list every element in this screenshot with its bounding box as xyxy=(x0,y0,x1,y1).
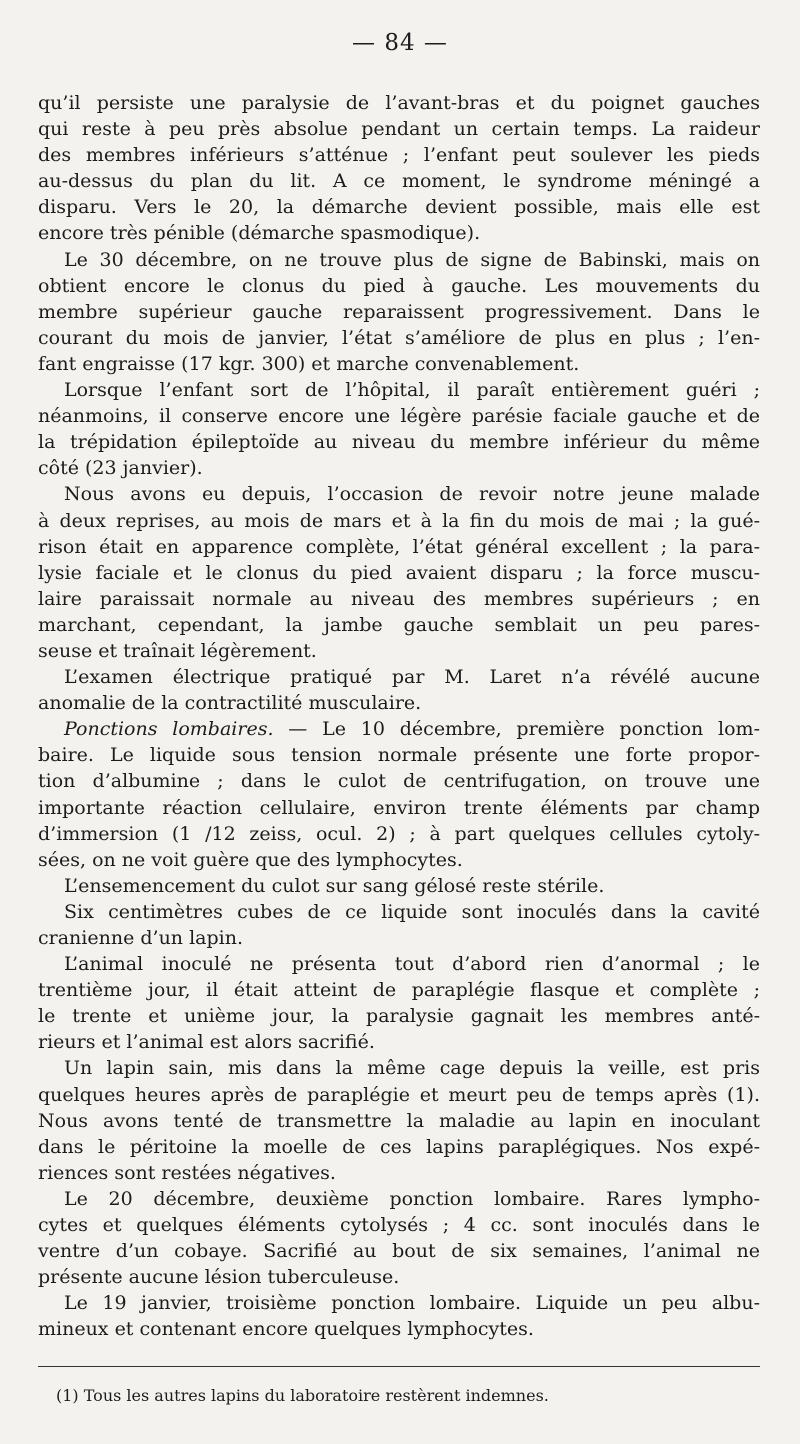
text-line: Un lapin sain, mis dans la même cage depuis la veille, est pris xyxy=(64,1057,760,1080)
text-span: — Le 10 décembre, première ponction lom- xyxy=(273,718,760,741)
text-line: lysie faciale et le clonus du pied avaient disparu ; la force muscu- xyxy=(38,561,760,584)
text-line: obtient encore le clonus du pied à gauche. Les mouvements du xyxy=(38,274,760,297)
text-line: à deux reprises, au mois de mars et à la fin du mois de mai ; la gué- xyxy=(38,509,760,532)
text-line: laire paraissait normale au niveau des membres supérieurs ; en xyxy=(38,587,760,610)
text-line: courant du mois de janvier, l’état s’améliore de plus en plus ; l’en- xyxy=(38,326,760,349)
text-line: mineux et contenant encore quelques lymphocytes. xyxy=(38,1318,534,1341)
text-line: cranienne d’un lapin. xyxy=(38,927,244,949)
text-line: tion d’albumine ; dans le culot de centrifugation, on trouve une xyxy=(38,770,760,793)
text-line: Nous avons eu depuis, l’occasion de revoir notre jeune malade xyxy=(64,483,760,506)
text-line: fant engraisse (17 kgr. 300) et marche convenablement. xyxy=(38,352,580,375)
text-line: L’examen électrique pratiqué par M. Laret n’a révélé aucune xyxy=(64,666,760,689)
text-line: sées, on ne voit guère que des lymphocytes. xyxy=(38,848,463,871)
text-line: membre supérieur gauche reparaissent progressivement. Dans le xyxy=(38,300,760,323)
page-number: — 84 — xyxy=(352,30,448,56)
text-line: rison était en apparence complète, l’état général excellent ; la para- xyxy=(38,535,760,558)
text-line: L’ensemencement du culot sur sang gélosé reste stérile. xyxy=(64,874,605,897)
text-line: quelques heures après de paraplégie et meurt peu de temps après (1). xyxy=(38,1083,760,1106)
text-line: Le 20 décembre, deuxième ponction lombaire. Rares lympho- xyxy=(64,1187,760,1210)
text-line: Le 30 décembre, on ne trouve plus de signe de Babinski, mais on xyxy=(64,248,760,271)
text-line: Lorsque l’enfant sort de l’hôpital, il paraît entièrement guéri ; xyxy=(64,379,760,402)
text-line: d’immersion (1 /12 zeiss, ocul. 2) ; à part quelques cellules cytoly- xyxy=(38,822,760,845)
text-line: disparu. Vers le 20, la démarche devient possible, mais elle est xyxy=(38,196,760,219)
footnote-rule xyxy=(38,1366,760,1367)
text-line: le trente et unième jour, la paralysie gagnait les membres anté- xyxy=(38,1005,760,1028)
text-line: marchant, cependant, la jambe gauche semblait un peu pares- xyxy=(38,613,760,636)
text-line: dans le péritoine la moelle de ces lapins paraplégiques. Nos expé- xyxy=(38,1135,760,1158)
text-line: seuse et traînait légèrement. xyxy=(38,639,317,662)
text-line: importante réaction cellulaire, environ trente éléments par champ xyxy=(38,796,760,819)
text-line: riences sont restées négatives. xyxy=(38,1161,336,1184)
text-line: cytes et quelques éléments cytolysés ; 4 cc. sont inoculés dans le xyxy=(38,1214,760,1237)
section-heading: Ponctions lombaires. xyxy=(64,718,274,741)
text-line: côté (23 janvier). xyxy=(38,457,203,480)
text-line: la trépidation épileptoïde au niveau du membre inférieur du même xyxy=(38,431,760,454)
text-line: ventre d’un cobaye. Sacrifié au bout de six semaines, l’animal ne xyxy=(38,1240,760,1263)
text-line: Six centimètres cubes de ce liquide sont inoculés dans la cavité xyxy=(64,900,760,923)
text-line: qui reste à peu près absolue pendant un certain temps. La raideur xyxy=(38,118,760,141)
text-line: baire. Le liquide sous tension normale présente une forte propor- xyxy=(38,744,760,767)
text-line: rieurs et l’animal est alors sacrifié. xyxy=(38,1031,375,1054)
text-line: trentième jour, il était atteint de paraplégie flasque et complète ; xyxy=(38,979,760,1002)
text-line: Le 19 janvier, troisième ponction lombaire. Liquide un peu albu- xyxy=(64,1292,760,1315)
text-line: anomalie de la contractilité musculaire. xyxy=(38,692,422,715)
text-line: des membres inférieurs s’atténue ; l’enfant peut soulever les pieds xyxy=(38,144,760,167)
text-line: qu’il persiste une paralysie de l’avant-bras et du poignet gauches xyxy=(38,92,760,114)
text-line: L’animal inoculé ne présenta tout d’abord rien d’anormal ; le xyxy=(64,953,760,976)
text-line: encore très pénible (démarche spasmodique). xyxy=(38,222,481,245)
text-line: Nous avons tenté de transmettre la maladie au lapin en inoculant xyxy=(38,1109,760,1132)
text-line: présente aucune lésion tuberculeuse. xyxy=(38,1266,400,1289)
text-line: néanmoins, il conserve encore une légère parésie faciale gauche et de xyxy=(38,405,760,428)
footnote: (1) Tous les autres lapins du laboratoire restèrent indemnes. xyxy=(56,1386,549,1405)
body-text xyxy=(38,90,760,1343)
text-line: au-dessus du plan du lit. A ce moment, le syndrome méningé a xyxy=(38,170,760,193)
text-line xyxy=(38,716,760,742)
